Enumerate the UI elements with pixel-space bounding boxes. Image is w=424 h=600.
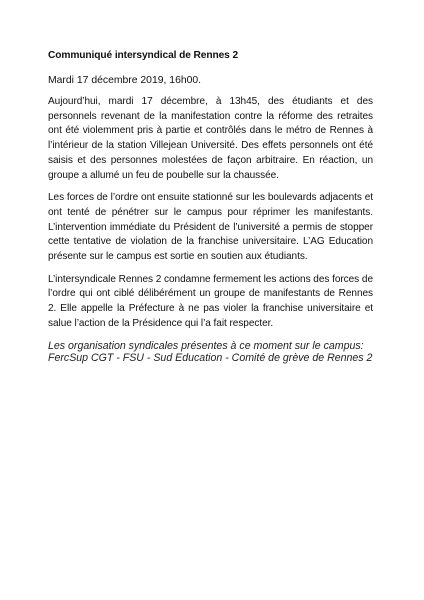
paragraph-3: L’intersyndicale Rennes 2 condamne fermement les actions des forces de l’ordre qui ont ciblé délibérément un groupe de manifestants de Rennes 2. Elle appelle la Préfecture à ne pas violer la franchise universitaire et salue l’action de la Présidence qui l’a fait respecter. — [48, 273, 373, 329]
document-title: Communiqué intersyndical de Rennes 2 — [48, 50, 239, 61]
paragraph-2: Les forces de l’ordre ont ensuite stationné sur les boulevards adjacents et ont tenté de pénétrer sur le campus pour réprimer les manifestants. L’intervention immédiate du Président de l’université a permis de stopper cette tentative de violation de la franchise universitaire. L’AG Education présente sur le campus est sortie en soutien aux étudiants. — [48, 192, 373, 263]
paragraph-1: Aujourd’hui, mardi 17 décembre, à 13h45, des étudiants et des personnels revenant de la manifestation contre la réforme des retraites ont été violemment pris à partie et contrôlés dans le métro de Rennes à l’intérieur de la station Villejean Université. Des effets personnels ont été saisis et des personnes molestées de façon arbitraire. En réaction, un groupe a allumé un feu de poubelle sur la chaussée. — [48, 96, 373, 181]
document-page — [48, 49, 373, 365]
document-date: Mardi 17 décembre 2019, 16h00. — [48, 75, 202, 86]
signatories: Les organisation syndicales présentes à ce moment sur le campus: FercSup CGT - FSU - Sud Education - Comité de grève de Rennes 2 — [48, 339, 373, 365]
